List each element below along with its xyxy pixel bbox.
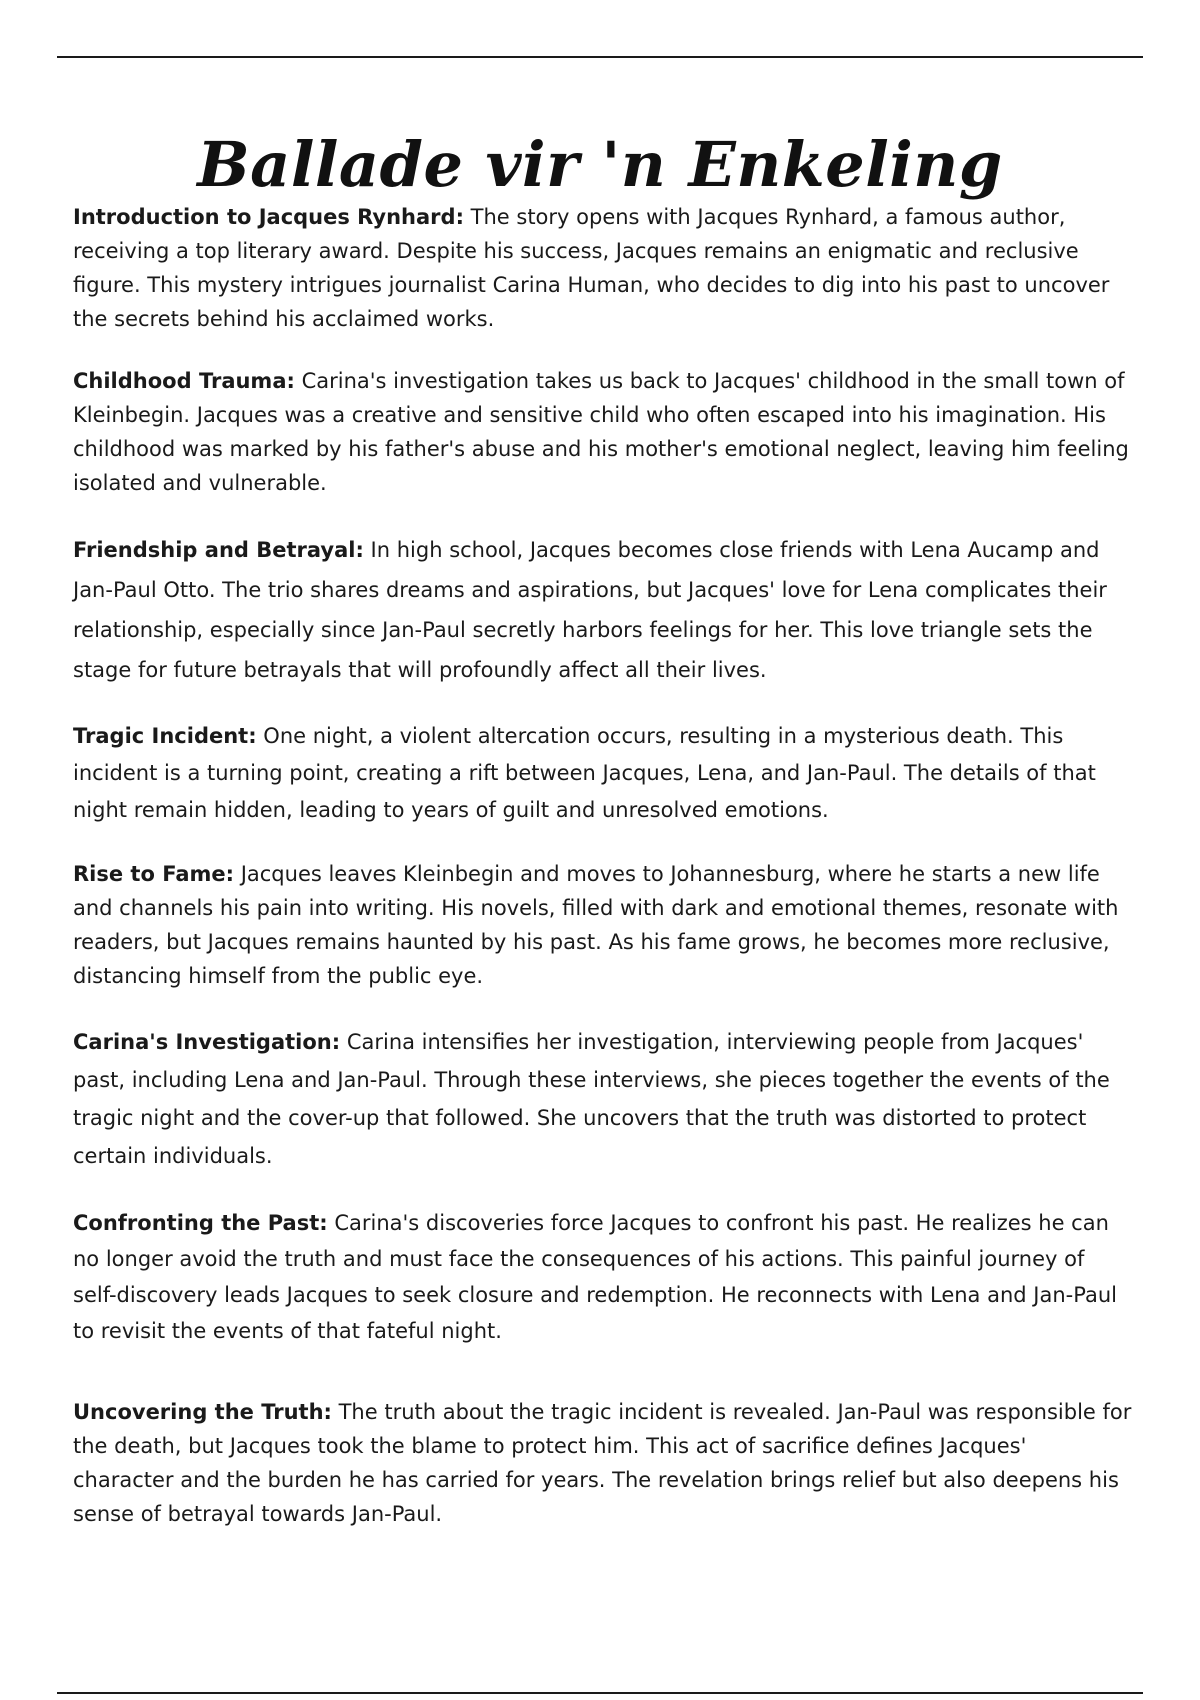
- section-text: In high school, Jacques becomes close friends with Lena Aucamp and Jan-Paul Otto. The trio shares dreams and aspirations, but Jacques' love for Lena complicates their relationship, especially since Jan-Paul secretly harbors feelings for her. This love triangle sets the stage for future betrayals that will profoundly affect all their lives.: [73, 538, 1107, 682]
- bottom-divider: [57, 1692, 1143, 1694]
- section-text: The story opens with Jacques Rynhard, a famous author, receiving a top literary award. Despite his success, Jacques remains an enigmatic and reclusive figure. This mystery intrigues journalist Carina Human, who decides to dig into his past to uncover the secrets behind his acclaimed works.: [73, 205, 1110, 331]
- page-title: Ballade vir 'n Enkeling: [197, 127, 1003, 201]
- section-friendship-betrayal: [73, 530, 1133, 690]
- section-confronting-the-past: [73, 1205, 1133, 1349]
- section-carinas-investigation: [73, 1023, 1133, 1175]
- section-text: Jacques leaves Kleinbegin and moves to Johannesburg, where he starts a new life and channels his pain into writing. His novels, filled with dark and emotional themes, resonate with readers, but Jacques remains haunted by his past. As his fame grows, he becomes more reclusive, distancing himself from the public eye.: [73, 862, 1119, 988]
- section-heading: Carina's Investigation:: [73, 1030, 341, 1054]
- top-divider: [57, 56, 1143, 58]
- section-rise-to-fame: [73, 857, 1133, 993]
- section-heading: Tragic Incident:: [73, 724, 257, 748]
- section-text: The truth about the tragic incident is revealed. Jan-Paul was responsible for the death, but Jacques took the blame to protect him. This act of sacrifice defines Jacques' character and the burden he has carried for years. The revelation brings relief but also deepens his sense of betrayal towards Jan-Paul.: [73, 1400, 1132, 1526]
- section-heading: Introduction to Jacques Rynhard:: [73, 205, 464, 229]
- section-text: Carina intensifies her investigation, interviewing people from Jacques' past, including Lena and Jan-Paul. Through these interviews, she pieces together the events of the tragic night and the cover-up that followed. She uncovers that the truth was distorted to protect certain individuals.: [73, 1030, 1110, 1168]
- document-body: [73, 200, 1133, 1531]
- section-uncovering-the-truth: [73, 1395, 1133, 1531]
- section-heading: Friendship and Betrayal:: [73, 538, 364, 562]
- section-introduction: [73, 200, 1133, 336]
- section-heading: Confronting the Past:: [73, 1211, 328, 1235]
- section-heading: Uncovering the Truth:: [73, 1400, 332, 1424]
- section-heading: Childhood Trauma:: [73, 369, 295, 393]
- section-text: Carina's discoveries force Jacques to confront his past. He realizes he can no longer avoid the truth and must face the consequences of his actions. This painful journey of self-discovery leads Jacques to seek closure and redemption. He reconnects with Lena and Jan-Paul to revisit the events of that fateful night.: [73, 1211, 1117, 1343]
- section-childhood-trauma: [73, 364, 1133, 500]
- section-heading: Rise to Fame:: [73, 862, 235, 886]
- section-text: One night, a violent altercation occurs, resulting in a mysterious death. This incident is a turning point, creating a rift between Jacques, Lena, and Jan-Paul. The details of that night remain hidden, leading to years of guilt and unresolved emotions.: [73, 724, 1096, 822]
- section-tragic-incident: [73, 718, 1133, 829]
- section-text: Carina's investigation takes us back to Jacques' childhood in the small town of Kleinbegin. Jacques was a creative and sensitive child who often escaped into his imagination. His childhood was marked by his father's abuse and his mother's emotional neglect, leaving him feeling isolated and vulnerable.: [73, 369, 1129, 495]
